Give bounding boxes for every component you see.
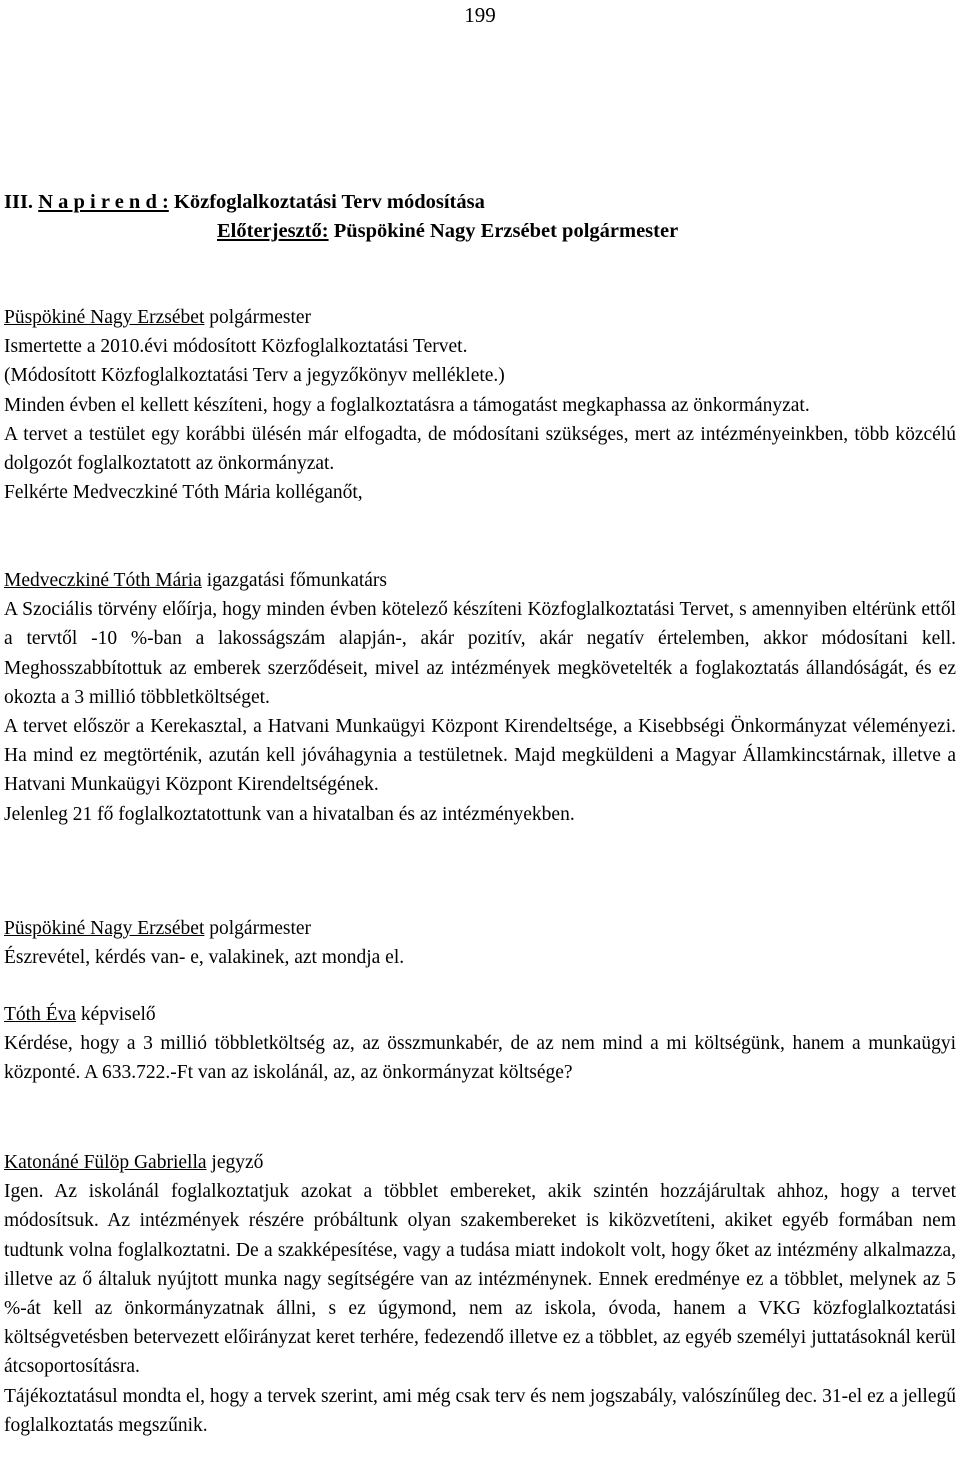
speaker-line: [4, 1148, 956, 1177]
agenda-title: Közfoglalkoztatási Terv módosítása: [173, 191, 485, 213]
paragraph: Felkérte Medveczkiné Tóth Mária kolléganőt,: [4, 482, 363, 504]
paragraph: Kérdése, hogy a 3 millió többletköltség az, az összmunkabér, de az nem mind a mi költségünk, hanem a munkaügyi központé. A 633.722.-Ft van az iskolánál, az, az önkormányzat költsége?: [4, 1033, 956, 1084]
speaker-line: [4, 1000, 956, 1029]
presenter-label: Előterjesztő:: [217, 220, 329, 242]
speaker-role: jegyző: [211, 1152, 264, 1173]
agenda-row: [4, 188, 956, 217]
paragraph: Jelenleg 21 fő foglalkoztatottunk van a hivatalban és az intézményekben.: [4, 803, 575, 825]
paragraph: Észrevétel, kérdés van- e, valakinek, azt mondja el.: [4, 947, 405, 969]
page-number: 199: [464, 3, 496, 27]
section-1: [4, 303, 956, 507]
agenda-header: [4, 188, 956, 246]
paragraph: A tervet először a Kerekasztal, a Hatvani Munkaügyi Központ Kirendeltsége, a Kisebbségi Önkormányzat véleményezi. Ha mind ez megtörténik, azután kell jóváhagynia a testületnek. Majd megküldeni a Magyar Államkincstárnak, illetve a Hatvani Munkaügyi Központ Kirendeltségének.: [4, 716, 956, 796]
paragraph: A tervet a testület egy korábbi ülésén már elfogadta, de módosítani szükséges, mert az intézményeinkben, több közcélú dolgozót foglalkoztatott az önkormányzat.: [4, 423, 956, 475]
speaker-line: [4, 914, 956, 943]
speaker-role: polgármester: [209, 918, 312, 939]
speaker-name: Medveczkiné Tóth Mária: [4, 570, 202, 591]
section-3: [4, 914, 956, 972]
paragraph: Tájékoztatásul mondta el, hogy a tervek szerint, ami még csak terv és nem jogszabály, valószínűleg dec. 31-el ez a jellegű foglalkoztatás megszűnik.: [4, 1385, 956, 1436]
section-4: [4, 1000, 956, 1088]
paragraph: (Módosított Közfoglalkoztatási Terv a jegyzőkönyv melléklete.): [4, 365, 505, 387]
speaker-name: Tóth Éva: [4, 1004, 77, 1025]
paragraph: A Szociális törvény előírja, hogy minden évben kötelező készíteni Közfoglalkoztatási Tervet, s amennyiben eltérünk ettől a tervtől -10 %-ban a lakosságszám alapján-, akár pozitív, akár negatív értelemben, akkor módosítani kell. Meghosszabbítottuk az emberek szerződéseit, mivel az intézmények megkövetelték a foglakoztatás állandóságát, és ez okozta a 3 millió többletköltséget.: [4, 599, 956, 708]
speaker-role: polgármester: [209, 307, 312, 328]
paragraph: Minden évben el kellett készíteni, hogy a foglalkoztatásra a támogatást megkaphassa az önkormányzat.: [4, 394, 810, 416]
section-2: [4, 566, 956, 829]
speaker-role: igazgatási főmunkatárs: [206, 570, 388, 591]
speaker-name: Püspökiné Nagy Erzsébet: [4, 307, 205, 328]
paragraph: Igen. Az iskolánál foglalkoztatjuk azokat a többlet embereket, akik szintén hozzájárultak ahhoz, hogy a tervet módosítsuk. Az intézmények részére próbáltunk olyan szakembereket is kiközvetíteni, akiket egyéb formában nem tudtunk volna foglalkoztatni. De a szakképesítése, vagy a tudása miatt indokolt volt, hogy őket az intézmény alkalmazza, illetve az ő általuk nyújtott munka nagy segítségére van az intézménynek. Ennek eredménye ez a többlet, melynek az 5 %-át kell az önkormányzatnak állni, s ez úgymond, nem az iskola, óvoda, hanem a VKG közfoglalkoztatási költségvetésben betervezett előirányzat keret terhére, fedezendő illetve ez a többlet, az egyéb személyi juttatásoknál kerül átcsoportosításra.: [4, 1181, 956, 1378]
paragraph: Ismertette a 2010.évi módosított Közfoglalkoztatási Tervet.: [4, 336, 468, 358]
speaker-name: Püspökiné Nagy Erzsébet: [4, 918, 205, 939]
agenda-label: N a p i r e n d :: [38, 191, 169, 213]
section-5: [4, 1148, 956, 1440]
speaker-line: [4, 303, 956, 332]
agenda-roman: III.: [4, 191, 34, 213]
presenter-row: [4, 217, 956, 246]
presenter-name: Püspökiné Nagy Erzsébet polgármester: [333, 220, 679, 242]
speaker-line: [4, 566, 956, 595]
speaker-role: képviselő: [80, 1004, 156, 1025]
speaker-name: Katonáné Fülöp Gabriella: [4, 1152, 207, 1173]
